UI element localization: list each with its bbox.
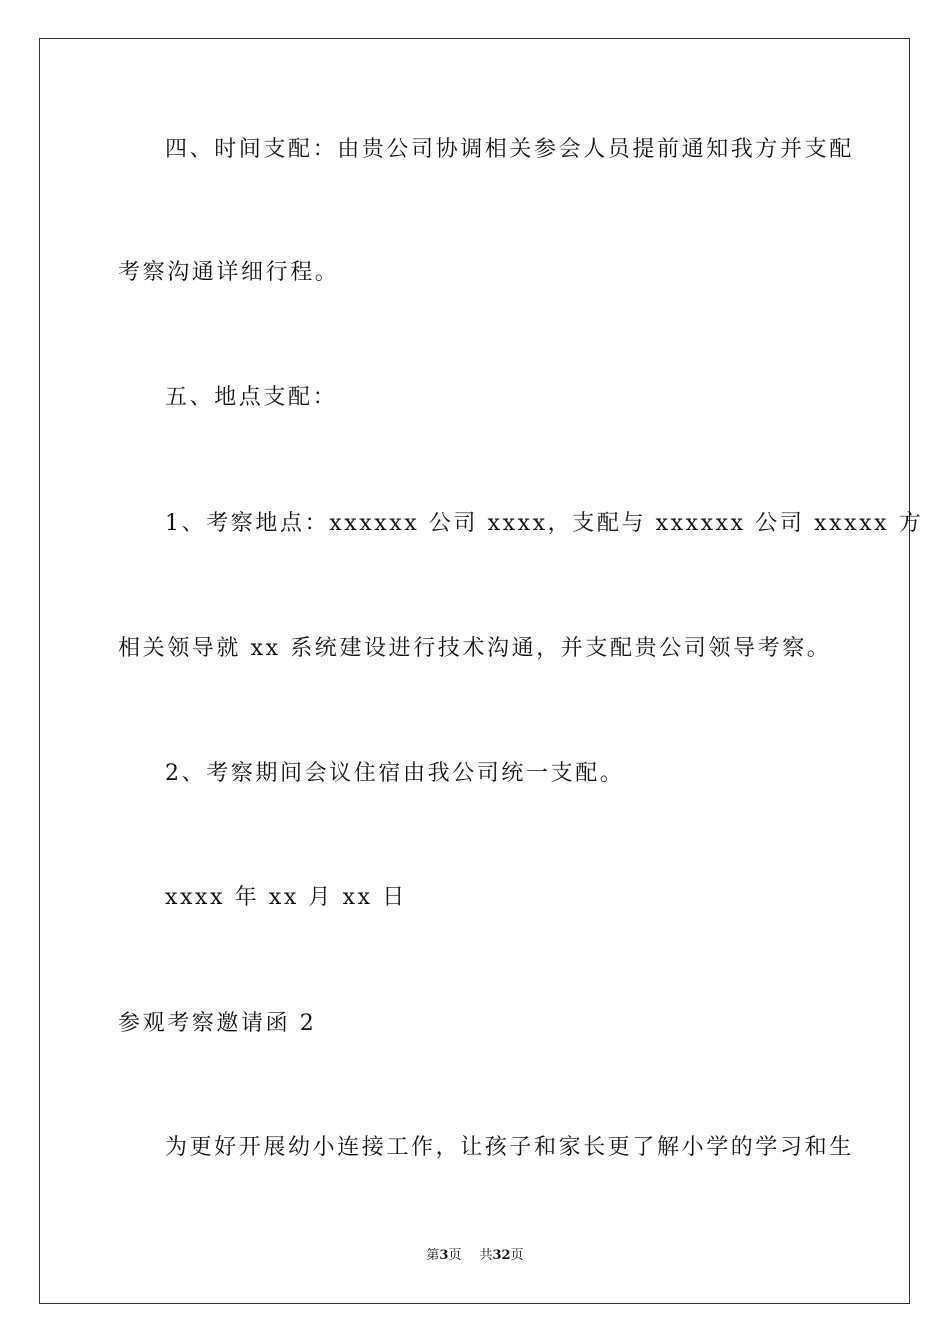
paragraph-intro: 为更好开展幼小连接工作，让孩子和家长更了解小学的学习和生 — [165, 1135, 854, 1160]
footer-total-suffix: 页 — [510, 1248, 524, 1263]
footer-current-page: 3 — [439, 1248, 449, 1263]
section-title: 参观考察邀请函 2 — [118, 1011, 317, 1036]
footer-total-pages: 32 — [492, 1248, 511, 1263]
date-line: xxxx 年 xx 月 xx 日 — [165, 885, 407, 910]
footer-page-prefix: 第 — [426, 1248, 440, 1263]
page-border — [39, 38, 910, 1304]
page-footer — [0, 1247, 950, 1265]
paragraph-location-item-2: 2、考察期间会议住宿由我公司统一支配。 — [165, 761, 625, 786]
paragraph-time-arrangement: 四、时间支配：由贵公司协调相关参会人员提前通知我方并支配 — [165, 137, 854, 162]
paragraph-location-item-1: 1、考察地点：xxxxxx 公司 xxxx，支配与 xxxxxx 公司 xxxxx 方 — [165, 511, 924, 536]
footer-total-prefix: 共 — [479, 1248, 493, 1263]
paragraph-time-arrangement-cont: 考察沟通详细行程。 — [118, 260, 340, 285]
footer-page-suffix: 页 — [448, 1248, 462, 1263]
paragraph-location-item-1-cont: 相关领导就 xx 系统建设进行技术沟通，并支配贵公司领导考察。 — [118, 636, 832, 661]
paragraph-location-heading: 五、地点支配： — [165, 385, 338, 410]
